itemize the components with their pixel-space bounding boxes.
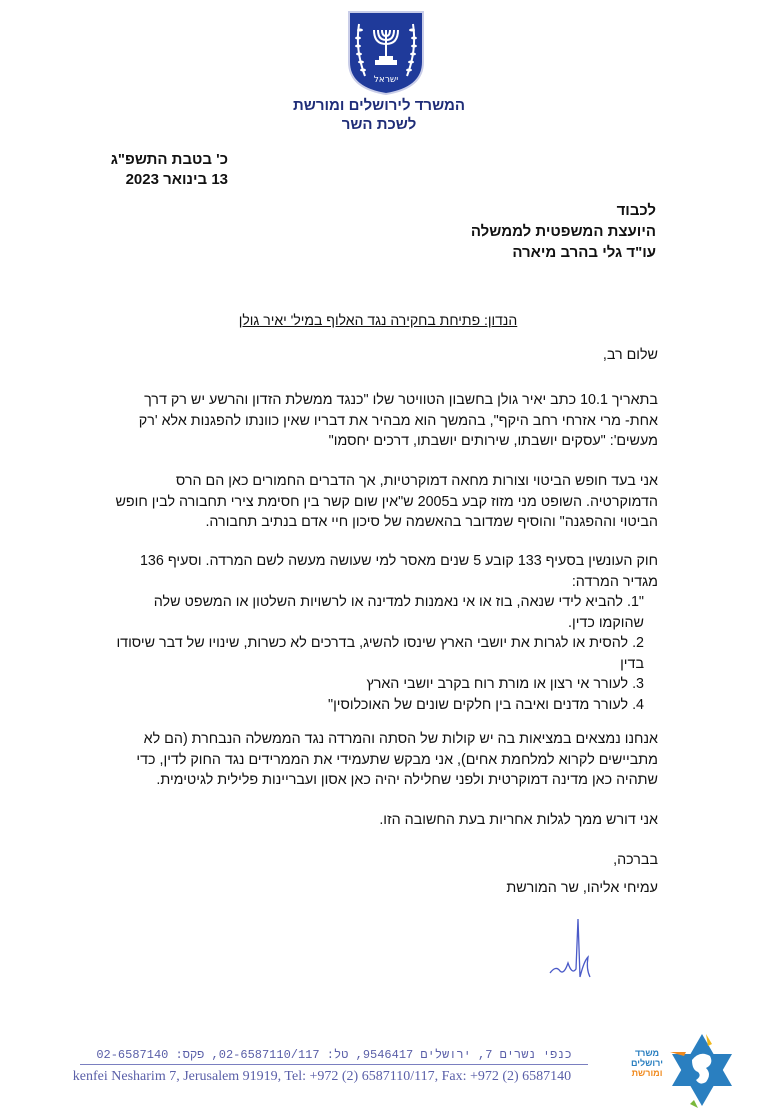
footer-hebrew-address: כנפי נשרים 7, ירושלים 9546417, טל: 02-6587110/117, פקס: 02-6587140 (80, 1048, 588, 1065)
ministry-logo (628, 1030, 738, 1110)
signature-scribble-icon (530, 915, 620, 985)
paragraph-1: בתאריך 10.1 כתב יאיר גולן בחשבון הטוויטר שלו "כנגד ממשלת הזדון והרשע יש רק דרך אחת- מרי אזרחי רחב היקף", בהמשך הוא מבהיר את דבריו שאין כוונתו להפגנות אלא 'רק מעשים': "עסקים יושבתו, שירותים יושבתו, דרכים יחסמו" (138, 392, 658, 449)
emblem-text: ישראל (373, 75, 399, 85)
hebrew-date: כ' בטבת התשפ"ג (110, 151, 228, 168)
greeting: שלום רב, (602, 347, 658, 363)
gregorian-date: 13 בינואר 2023 (125, 171, 228, 188)
closing: בברכה, (613, 852, 658, 868)
law-item-3: 3. לעורר אי רצון או מורת רוח בקרב יושבי הארץ (366, 676, 644, 692)
star-of-david-lion-icon (666, 1030, 738, 1110)
law-item-2: 2. להסית או לגרות את יושבי הארץ שינסו להשיג, בדרכים לא כשרות, שינויו של דבר שיסודו בדין (116, 635, 644, 672)
recipient-block (400, 200, 656, 263)
law-items (110, 592, 658, 715)
signature (530, 915, 620, 985)
office-name: לשכת השר (341, 116, 417, 133)
ministry-logo-text: משרד ירושלים ומורשת (630, 1048, 664, 1078)
signer: עמיחי אליהו, שר המורשת (506, 880, 658, 896)
law-section (110, 551, 658, 715)
subject-line: הנדון: פתיחת בחקירה נגד האלוף במיל' יאיר גולן (238, 312, 518, 328)
recipient-salutation: לכבוד (616, 202, 656, 219)
footer-english-address: kenfei Nesharim 7, Jerusalem 91919, Tel: +972 (2) 6587110/117, Fax: +972 (2) 6587140 (72, 1069, 572, 1084)
paragraph-2: אני בעד חופש הביטוי וצורות מחאה דמוקרטיות, אך הדברים החמורים כאן הם הרס הדמוקרטיה. השופט מני מזוז קבע ב2005 ש"אין שום קשר בין חסימת צירי תחבורה לבין חופש הביטוי וההפגנה" והוסיף שמדובר בהאשמה של סיכון חיי אדם בנתיב תחבורה. (115, 473, 658, 530)
law-item-1: "1. להביא לידי שנאה, בוז או אי נאמנות למדינה או לרשויות השלטון או המשפט שלה שהוקמו כדין. (153, 594, 644, 631)
date-block (100, 150, 228, 190)
law-item-4: 4. לעורר מדנים ואיבה בין חלקים שונים של האוכלוסין" (328, 696, 644, 713)
paragraph-demand: אני דורש ממך לגלות אחריות בעת החשובה הזו. (379, 812, 658, 828)
law-intro: חוק העונשין בסעיף 133 קובע 5 שנים מאסר למי שעושה מעשה לשם המרדה. וסעיף 136 מגדיר המרדה: (139, 553, 658, 590)
paragraph-request: אנחנו נמצאים במציאות בה יש קולות של הסתה והמרדה נגד הממשלה הנבחרת (הם לא מתביישים לקרוא למלחמת אחים), אני מבקש שתעמידי את הממרידים נגד החוק לדין, כדי שתהיה כאן מדינה דמוקרטית ולפני שחלילה יהיה כאן אסון ועבריינות פלילית לגיטימית. (136, 731, 658, 788)
state-emblem (347, 10, 425, 96)
recipient-title: היועצת המשפטית לממשלה (470, 223, 656, 240)
ministry-header (229, 96, 529, 134)
state-of-israel-emblem-icon (347, 10, 425, 96)
recipient-name: עו"ד גלי בהרב מיארה (512, 244, 656, 261)
ministry-name: המשרד לירושלים ומורשת (292, 97, 466, 114)
